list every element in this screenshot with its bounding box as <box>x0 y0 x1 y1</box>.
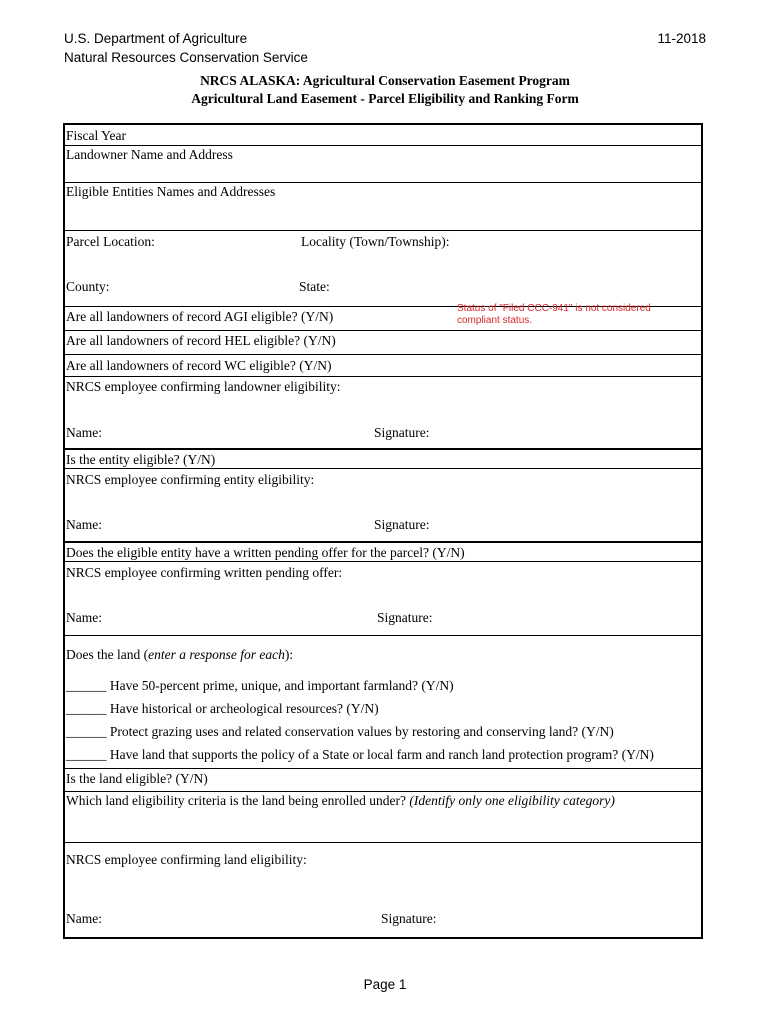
title-line-2: Agricultural Land Easement - Parcel Eligibility and Ranking Form <box>191 91 579 106</box>
county-field[interactable]: County: <box>66 279 110 294</box>
row-divider <box>65 376 701 377</box>
pending-confirm-name-field[interactable]: Name: <box>66 610 102 625</box>
fiscal-year-field[interactable]: Fiscal Year <box>66 128 126 143</box>
entity-confirm-name-field[interactable]: Name: <box>66 517 102 532</box>
agency-service: Natural Resources Conservation Service <box>64 50 308 65</box>
row-divider <box>65 182 701 183</box>
row-divider <box>65 541 701 543</box>
entity-eligible-field[interactable]: Is the entity eligible? (Y/N) <box>66 452 216 467</box>
agi-eligible-field[interactable]: Are all landowners of record AGI eligible? (Y/N) <box>66 309 334 324</box>
parcel-location-field[interactable]: Parcel Location: <box>66 234 155 249</box>
row-divider <box>65 448 701 450</box>
entities-field[interactable]: Eligible Entities Names and Addresses <box>66 184 276 199</box>
which-criteria-instruction: (Identify only one eligibility category) <box>409 793 615 808</box>
page-number: Page 1 <box>363 977 407 992</box>
landowner-confirm-name-field[interactable]: Name: <box>66 425 102 440</box>
locality-field[interactable]: Locality (Town/Township): <box>301 234 450 249</box>
row-divider <box>65 791 701 792</box>
agency-department: U.S. Department of Agriculture <box>64 31 248 46</box>
agency-header <box>64 29 308 67</box>
landowner-field[interactable]: Landowner Name and Address <box>66 147 233 162</box>
landowner-confirm-signature-field[interactable]: Signature: <box>374 425 430 440</box>
land-confirm-signature-field[interactable]: Signature: <box>381 911 437 926</box>
land-confirm-label: NRCS employee confirming land eligibility: <box>66 852 307 867</box>
form-date: 11-2018 <box>657 31 706 46</box>
criteria-farmland-field[interactable]: ______ Have 50-percent prime, unique, and important farmland? (Y/N) <box>66 678 454 693</box>
does-land-label: Does the land (enter a response for each): <box>66 647 294 662</box>
row-divider <box>65 561 701 562</box>
pending-confirm-label: NRCS employee confirming written pending offer: <box>66 565 343 580</box>
row-divider <box>65 330 701 331</box>
title-line-1: NRCS ALASKA: Agricultural Conservation Easement Program <box>200 73 570 88</box>
form-titles <box>0 72 770 108</box>
landowner-confirm-label: NRCS employee confirming landowner eligibility: <box>66 379 341 394</box>
entity-confirm-label: NRCS employee confirming entity eligibility: <box>66 472 315 487</box>
criteria-historical-field[interactable]: ______ Have historical or archeological resources? (Y/N) <box>66 701 379 716</box>
eligibility-form <box>63 123 703 939</box>
land-eligible-field[interactable]: Is the land eligible? (Y/N) <box>66 771 208 786</box>
land-confirm-name-field[interactable]: Name: <box>66 911 102 926</box>
state-field[interactable]: State: <box>299 279 330 294</box>
status-note: Status of "Filed CCC-941" is not considered compliant status. <box>457 303 651 326</box>
wc-eligible-field[interactable]: Are all landowners of record WC eligible? (Y/N) <box>66 358 332 373</box>
criteria-grazing-field[interactable]: ______ Protect grazing uses and related conservation values by restoring and conserving land? (Y/N) <box>66 724 614 739</box>
which-criteria-field[interactable]: Which land eligibility criteria is the land being enrolled under? (Identify only one eligibility category) <box>66 793 615 808</box>
entity-confirm-signature-field[interactable]: Signature: <box>374 517 430 532</box>
row-divider <box>65 354 701 355</box>
pending-offer-field[interactable]: Does the eligible entity have a written pending offer for the parcel? (Y/N) <box>66 545 465 560</box>
row-divider <box>65 635 701 636</box>
hel-eligible-field[interactable]: Are all landowners of record HEL eligible? (Y/N) <box>66 333 336 348</box>
criteria-state-program-field[interactable]: ______ Have land that supports the policy of a State or local farm and ranch land protection program? (Y/N) <box>66 747 654 762</box>
does-land-instruction: enter a response for each <box>148 647 285 662</box>
row-divider <box>65 768 701 769</box>
row-divider <box>65 468 701 469</box>
row-divider <box>65 230 701 231</box>
row-divider <box>65 842 701 843</box>
pending-confirm-signature-field[interactable]: Signature: <box>377 610 433 625</box>
row-divider <box>65 145 701 146</box>
